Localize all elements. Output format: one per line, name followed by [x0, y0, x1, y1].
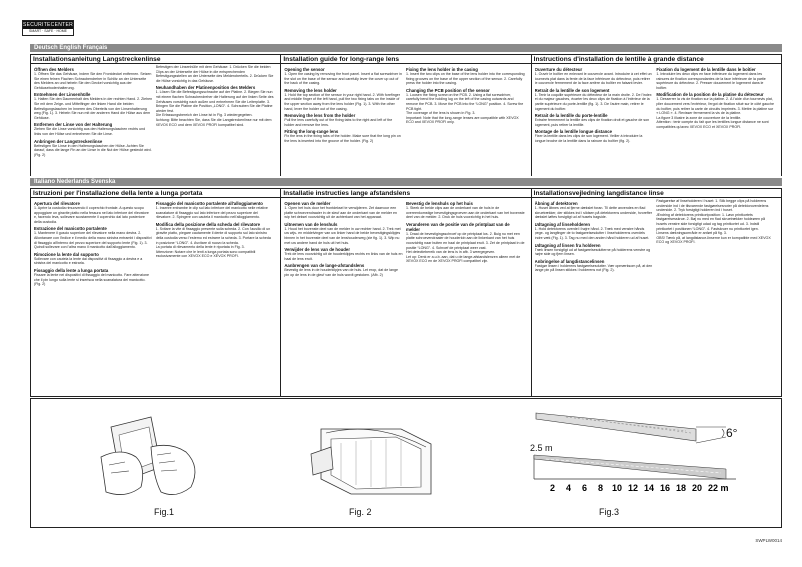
section-it-col-a	[34, 199, 156, 287]
axis-tick: 16	[660, 483, 671, 493]
section-de	[30, 64, 281, 176]
instruction-text: Fissare la lente nei dispositivi di fissaggio del manicotto. Fare attenzione che il pin lungo sulla lente si inserisca nella scanalatura del manicotto. (Fig. 2)	[34, 272, 150, 287]
axis-tick: 6	[582, 483, 588, 493]
instruction-text: 1. Aprire la custodia rimuovendo il coperchio frontale. A questo scopo appoggiare un giravite piatto nella fessura nel lato inferiore del rilevatore e, facendo leva, sollevare scostamente il coperchio dal lato posteriore della custodia.	[34, 206, 149, 224]
instruction-text: Fastgør linsen i holderens fastgørelsesdutter. Vær opmærksom på, at den lange pin på linsen stikkes i holderens not (Fig. 2).	[534, 263, 653, 273]
section-en-col-a	[284, 65, 406, 144]
section-fr-col-b	[656, 65, 778, 144]
content-row-top	[30, 64, 782, 176]
language-bar-bottom: Italiano Nederlands Svenska	[30, 178, 782, 186]
instruction-heading: Entfernen der Linse von der Halterung	[34, 122, 113, 128]
axis-tick: 10	[612, 483, 623, 493]
instruction-text: The coverage of the lens is shown in Fig. 3.	[406, 111, 476, 116]
instruction-text: 1. Huset åbnes ved at fjerne dækslet foran. Til dette anvendes en flad skruetrækker, der stikkes ind i slidsen på detektorens underside, hvorefter dækslet løftes forsigtigt ud af husets bagside.	[534, 206, 653, 220]
instruction-text: La portata di rilevamento della lente è riportata in Fig. 3.	[155, 245, 245, 250]
instruction-heading: Openen van de melder	[284, 201, 331, 206]
instruction-heading: Åbning af detektoren	[534, 201, 578, 206]
instruction-heading: Fissaggio del manicotto portalente all'alloggiamento	[155, 201, 263, 206]
title-sv: Installationsvejledning langdistance linse	[532, 188, 782, 198]
instruction-text: Træk linsen forsigtigt ud af fastgørelsesdutterne på holderens venstre og højre side og fjern linsen.	[534, 247, 651, 257]
section-it-col-b	[156, 199, 278, 287]
angle-label: 6°	[726, 426, 738, 440]
instruction-text: Important: Note that the long-range lenses are compatible with XEVOX ECO and XEVOX PROFI only.	[406, 115, 519, 125]
instruction-heading: Retrait de la lentille du porte-lentille	[534, 113, 608, 119]
instruction-text: 1. Svitare la vite di fissaggio presente sulla scheda. 2. Con l'ausilio di un giravite piatto, piegare cautamente il dente di supporto sul lato sinistro della custodia verso l'esterno ed estrarre la scheda. 3. Portare la scheda in posizione “LONG”. 4. Avvitare di nuovo la scheda.	[155, 226, 271, 245]
title-de: Installationsanleitung Langstreckenlinse	[30, 54, 281, 64]
axis-tick: 4	[566, 483, 572, 493]
instruction-heading: Changing the PCB position of the sensor	[406, 87, 490, 93]
instruction-text: Ziehen Sie die Linse vorsichtig aus den Halterungslaschen rechts und links von der Hülse und entnehmen Sie die Linse.	[34, 127, 146, 136]
section-sv	[532, 198, 782, 396]
instruction-text: Sollevare con cautela la lente dai dispositivi di fissaggio a destra e a sinistra del manicotto e estrarla.	[34, 256, 143, 266]
figure-1-illustration	[91, 407, 231, 507]
instruction-text: Fastgørelse af linseholderen i huset: 1. Stik begge clips på holderens underside ind i de tilsvarende fastgørelsesnoter på detektoroverdelens underside. 2. Tryk forsigtigt holderen ind i huset.	[656, 199, 769, 213]
title-nl: Installatie instructies lange afstandslens	[281, 188, 531, 198]
axis-tick: 20	[692, 483, 703, 493]
instruction-text: 1. Lösen Sie die Befestigungsschraube auf der Platine. 2. Biegen Sie nun mit einem flachen Schraubendreher die Halterung auf der linken Seite des Gehäuses vorsichtig nach außen und entnehmen Sie die Leiterplatte. 3. Bringen Sie die Platine die Position „LONG“. 4. Schrauben Sie die Platine wieder fest.	[155, 90, 274, 113]
content-row-bottom	[30, 198, 782, 397]
instruction-heading: Montage de la lentille longue distance	[534, 129, 613, 135]
section-sv-col-a	[535, 199, 657, 273]
instruction-text: 1. Öffnen Sie das Gehäuse, indem Sie den Frontdeckel entfernen. Setzen Sie einen feinen Flachen Schraubendreher in Schlitz an der Unterseite des Melders an und hebeln Sie den Deckel vorsichtig aus der Gehäusebodenhalterung.	[34, 72, 152, 90]
instruction-text: Fixer la lentille dans les clips de son logement. Veiller à introduire la longue broche de la lentille dans la rainure du boîtier (fig. 2).	[534, 134, 643, 143]
section-de-col-b	[156, 65, 278, 157]
instruction-text: Trek de lens voorzichtig uit de houderklipjes rechts en links van de huls en haal de lens eruit.	[284, 252, 403, 261]
instruction-text: 1. Desserrer la vis de fixation sur la platine. 2. À l'aide d'un tournevis plat, plier doucement vers l'extérieur, l'ergot de fixation situé sur le côté gauche du boîtier, puis retirer la carte de circuits imprimés. 3. Mettre la platine sur « LONG ». 4. Revisser fermement la vis de la platine.	[656, 97, 774, 116]
instruction-heading: Verwijder de lens van de houder	[284, 247, 350, 253]
coverage-side-view	[534, 455, 736, 479]
title-en: Installation guide for long-range lens	[281, 54, 531, 64]
section-nl	[281, 198, 531, 396]
instruction-text: Fix the lens in the fixing tabs of the holder. Make sure that the long pin on the lens is inserted into the groove of the holder. (Fig. 2)	[284, 134, 401, 143]
instruction-text: 1. Houd het bovenste deel van de melder in uw rechter hand. 2. Trek met uw wijs- en middelvinger van uw linker hand de beide bevestigingsklipjes binnen in het bovenste deel van de lenshouderweg (zie fig. 1). 3. Wip nu met uw andere hand de huls uit het huis.	[284, 226, 401, 245]
instruction-heading: Modifica della posizione della scheda del rilevatore	[155, 221, 261, 227]
instruction-text: Die Erfassungsbereich der Linse ist in Fig. 3 wiedergegeben.	[155, 113, 253, 118]
instruction-text: 1. Insert the two clips on the base of the lens holder into the corresponding fixing grooves on the base of the upper section of the sensor. 2. Carefully press the holder into the casing.	[406, 72, 525, 86]
figure-2-illustration	[301, 409, 451, 504]
instruction-text: 1. Mantenere il guscio superiore del rilevatore nella mano destra. 2. Allontanare con l'indice e il medio della mano sinistra entrambi i dispositivi di fissaggio all'interno del pezzo superiore del supporto lente (Fig. 1). 3. Quindi sollevare con l'altra mano il manicotto dall'alloggiamento.	[34, 231, 152, 250]
document-code: SWPLW0014	[755, 538, 782, 543]
instruction-text: Befestigen der Linsenhülle mit dem Gehäuse: 1. Drücken Sie die beiden Clips an der Unterseite der Hülse in die entsprechenden Befestigungsstellen an der Unterseite des Melderoberteils. 2. Drücken Sie die Hülse vorsichtig in das Gehäuse.	[155, 65, 274, 83]
instruction-heading: Fixing the lens holder in the casing	[406, 67, 478, 72]
figure-3-label: Fig.3	[599, 507, 620, 517]
instruction-text: 1. Open the casing by removing the front panel. Insert a flat screwdriver in the slot on the base of the sensor and carefully lever the cover up out of the back of the casing.	[284, 72, 402, 86]
figures-panel	[30, 398, 782, 528]
range-height-label: 2.5 m	[530, 443, 553, 453]
section-sv-col-b	[656, 199, 778, 273]
instruction-text: 1. Inserire entrambe le clip sul lato inferiore del manicotto nelle relative scanalature di fissaggio sul lato inferiore del pezzo superiore del rilevatore. 2. Spingere con cautela il manicotto nell'alloggiamento.	[155, 206, 268, 220]
instruction-heading: Udtagning af linseholderen	[534, 221, 591, 227]
instruction-heading: Bevestig de lenshuls op het huis	[406, 201, 473, 206]
instruction-text: Ændring af detektorens printkortposition: 1. Løsn printkortets fastgørelsesskrue. 2. Bøj nu med en flad skruetrækker holdeøren på husets venstre side forsigtigt udad og tag printkortet ud. 3. Indstil printkortet i positionen “LONG”. 4. Fastskruer nu printkortet igen.	[656, 212, 765, 231]
title-row-top	[30, 54, 782, 64]
instruction-heading: Neuhandhaben der Platinenposition des Melders	[155, 85, 256, 91]
instruction-heading: Removing the lens from the holder	[284, 113, 356, 119]
section-fr-col-a	[535, 65, 657, 144]
instruction-text: Attenzione: Notare che le lenti a lunga portata sono compatibili esclusivamente con XEVOX ECO e XEVOX PROFI.	[155, 249, 256, 259]
section-de-col-a	[34, 65, 156, 157]
instruction-text: Extraire fermement la lentille des clips de fixation droit et gauche de son logement, puis retirer la lentille.	[534, 118, 650, 127]
instruction-heading: Anbringen der Langstreckenlinse	[34, 138, 103, 144]
instruction-text: 1. Introduire les deux clips en face inférieure du logement dans les rainures de fixation correspondantes de la face inférieure de la partie supérieure du détecteur. 2. Presser doucement le logement dans le boîtier.	[656, 72, 766, 90]
axis-tick: 14	[644, 483, 655, 493]
section-en-col-b	[406, 65, 528, 144]
axis-tick: 12	[628, 483, 639, 493]
instruction-heading: Öffnen des Melders	[34, 67, 74, 72]
axis-tick: 2	[550, 483, 556, 493]
instruction-text: 1. Open het huis door het frontdeksel te verwijderen. Zet daarvoor een platte schroevendraaier in de sleuf aan de onderkant van de melder en wip het deksel voorzichtig uit de achterkant van het apparaat.	[284, 206, 398, 220]
instruction-text: Bevestig de lens in de houderklipjes van de huls. Let erop, dat de lange pin op de lens in de gleuf van de huls wordt gestoken. (Afb. 2)	[284, 268, 399, 277]
instruction-text: 1. Hold the top section of the sensor in your right hand. 2. With forefinger and middle finger of the left hand, pull the two fixing tabs on the inside of the upper section away from the lens holder (Fig. 1). 3. With the other hand, lever the holder out of the casing.	[284, 92, 400, 111]
section-it	[30, 198, 281, 396]
figure-2-label: Fig. 2	[349, 507, 372, 517]
instruction-heading: Veranderen van de positie van de printplaat van de melder	[406, 221, 510, 232]
instruction-text: Linsens dækningsområde er anført på fig. 3.	[656, 231, 727, 236]
instruction-text: Het detectiebereik van de lens is in afb. 3 weergegeven.	[406, 250, 496, 255]
instruction-text: 1. Tenir la coquille supérieure du détecteur de la main droite. 2. De l'index et du majeur gauches, écarter les deux clips de fixation à l'intérieur de la partie supérieure du porte-lentille (fig. 1). 3. De l'autre main, retirer le logement du boîtier.	[534, 92, 652, 111]
section-fr	[532, 64, 782, 176]
instruction-text: La figure 3 illustre la zone de couverture de la lentille.	[656, 115, 742, 120]
instruction-text: 1. Draai de bevestigingsschroef op de printplaat los. 2. Buig nu met een platte schroevendraaier de houderlob aan de linkerkant van het huis voorzichtig naar buiten en haal de printplaat eruit. 3. Zet de printplaat in de positie “LONG”. 4. Schroef de printplaat weer vast.	[406, 231, 525, 250]
section-nl-col-a	[284, 199, 406, 278]
instruction-heading: Apertura del rilevatore	[34, 201, 80, 206]
instruction-heading: Fixation du logement de la lentille dans le boîtier	[656, 67, 756, 72]
instruction-heading: Retrait de la lentille de son logement	[534, 87, 610, 93]
instruction-heading: Rimozione la lente dal supporto	[34, 251, 99, 257]
title-fr: Instructions d'installation de lentille à grande distance	[532, 54, 782, 64]
instruction-heading: Fitting the long-range lens	[284, 129, 339, 135]
instruction-text: Befestigen Sie Linse in den Halterungslaschen der Hülse. Achten Sie darauf, dass die lange Fin an der Linse in die Nut der Hülse gesteckt wird. (Fig. 2)	[34, 143, 152, 157]
instruction-text: 1. Hold detektorens overdel i højre hånd. 2. Træk med venstre hånds pege- og langfinger de to fastgørelsesdutter i linseholderens overdels indre væk (Fig. 1). 3. Tag nu med den anden hånd holderen ud af huset.	[534, 226, 650, 240]
instruction-heading: Modification de la position de la platine du détecteur	[656, 92, 764, 98]
instruction-heading: Uitnemen van de lenshuls	[284, 221, 338, 227]
instruction-heading: Aanbrengen van de lange-afstandslens	[284, 263, 365, 269]
instruction-heading: Fissaggio della lente a lunga portata	[34, 267, 109, 273]
instruction-heading: Entnehmen der Linsenhülle	[34, 92, 91, 98]
instruction-text: Pull the lens carefully out of the fixing tabs to the right and left of the holder and remove the lens.	[284, 118, 393, 127]
instruction-text: 1. Loosen the fixing screw on the PCB. 2. Using a flat screwdriver, carefully bend the holding lug on the left of the casing outwards and remove the PCB. 3. Move the PCB into the “LONG” position. 4. Screw the PCB tight.	[406, 92, 524, 111]
brand-tagline: SMART · SAFE · HOME	[29, 29, 67, 33]
axis-tick: 22 m	[708, 483, 729, 493]
axis-tick: 18	[676, 483, 687, 493]
instruction-text: 1. Halten Sie den Daumenhalt des Melders in der rechten Hand. 2. Ziehen Sie mit dem Zeige- und Mittelfinger der linken Hand die beiden Befestigungslaschen im Inneren des Oberteils von der Linsenhalterung weg (Fig. 1). 3. Hebeln Sie nun mit der anderen Hand die Hülse aus dem Gehäuse.	[34, 97, 153, 120]
instruction-text: 1. Ouvrir le boîtier en enlevant le couvercle avant. Introduire à cet effet un tournevis plat dans la fente de la face inférieure du détecteur, puis retirer le couvercle fermement de la face arrière du boîtier en faisant levier.	[534, 72, 652, 86]
instruction-heading: Estrazione del manicotto portalente	[34, 226, 107, 232]
brand-logo	[22, 20, 74, 36]
instruction-text: Let op: Denk er a.u.b. aan, dat u de lange-afstandslenzen alleen met de XEVOX ECO en de XEVOX PROFI compatibel zijn.	[406, 254, 521, 264]
coverage-top-view	[536, 413, 726, 443]
instruction-text: 1. Steek de beide clips aan de onderkant van de huls in de overeenkomstige bevestigingsgroeven aan de onderkant van het bovenste deel van de melder. 2. Druk de huls voorzichtig in het huis.	[406, 206, 525, 220]
instruction-heading: Opening the sensor	[284, 67, 325, 72]
instruction-heading: Removing the lens holder	[284, 87, 337, 93]
instruction-text: Attention : tenir compte du fait que les lentilles longue distance ne sont compatibles qu'avec XEVOX ECO et XEVOX PROFI.	[656, 120, 769, 129]
figure-1-label: Fig.1	[154, 507, 175, 517]
language-bar-top: Deutsch English Français	[30, 44, 782, 52]
title-row-bottom	[30, 188, 782, 198]
axis-tick: 8	[598, 483, 604, 493]
figure-3-illustration	[526, 407, 746, 507]
instruction-heading: Udtagning af linsen fra holderen	[534, 242, 601, 248]
instruction-heading: Anbringelse af langdistancelinsen	[534, 258, 605, 264]
section-nl-col-b	[406, 199, 528, 278]
title-it: Istruzioni per l'installazione della lente a lunga portata	[30, 188, 281, 198]
instruction-heading: Ouverture du détecteur	[534, 67, 583, 72]
instruction-text: OBS! Tænk på, at langdistance-linserne kun er kompatible med XEVOX ECO og XEVOX PROFI.	[656, 235, 771, 245]
instruction-text: Achtung: Bitte beachten Sie, dass Sie die Langstreckenlinse nur mit dem XEVOX ECO und dem XEVOX PROFI kompatibel sind.	[155, 117, 272, 127]
axis-ticks	[550, 483, 729, 493]
brand-name: SECURITECENTER	[23, 22, 74, 28]
section-en	[281, 64, 531, 176]
